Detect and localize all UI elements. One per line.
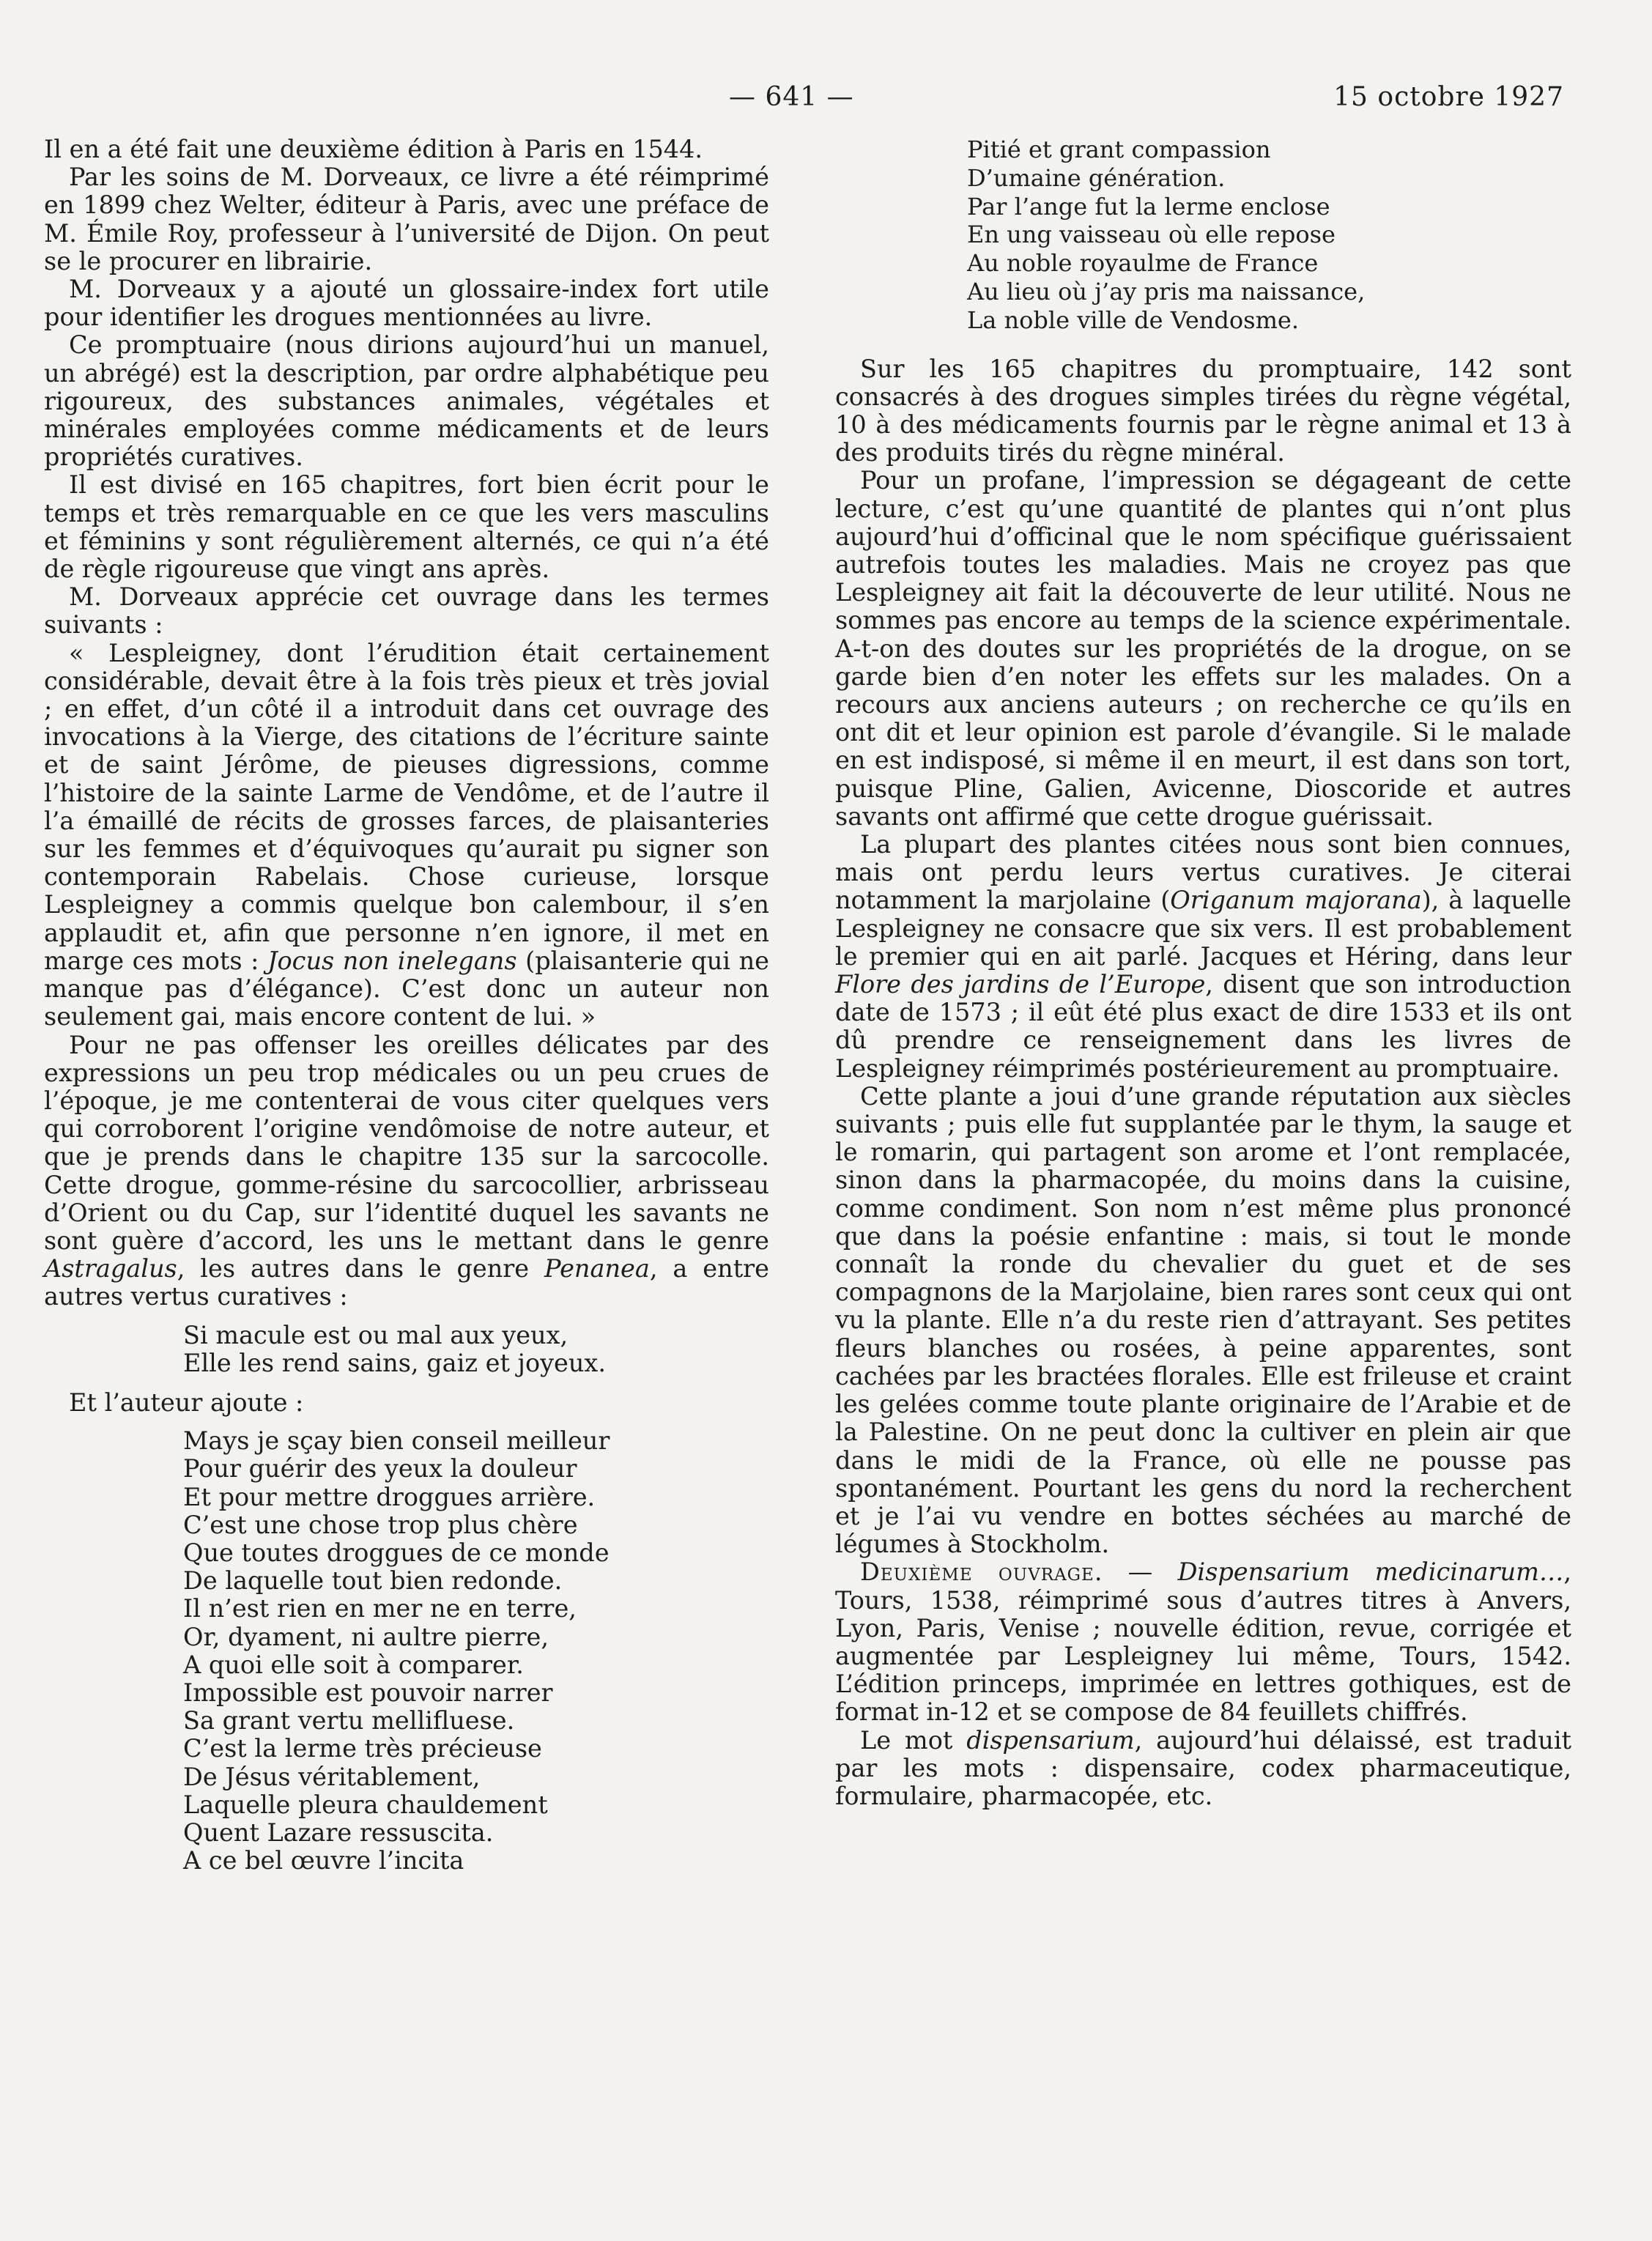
verse-line: De laquelle tout bien redonde. bbox=[183, 1566, 563, 1596]
left-column bbox=[44, 136, 769, 1886]
verse-line: Elle les rend sains, gaiz et joyeux. bbox=[183, 1348, 606, 1377]
genus-name: Astragalus bbox=[44, 1254, 177, 1284]
text-run: , les autres dans le genre bbox=[177, 1254, 530, 1284]
text-run: Le mot bbox=[860, 1725, 953, 1755]
verse-line: Et pour mettre droggues arrière. bbox=[183, 1482, 596, 1511]
paragraph: Cette plante a joui d’une grande réputation aux siècles suivants ; puis elle fut supplantée par le thym, la sauge et le romarin, qui partagent son arome et l’ont remplacée, sinon dans la pharmacopée, du moins dans la cuisine, comme condiment. Son nom n’est même plus prononcé que dans la poésie enfantine : mais, si tout le monde connaît la ronde du chevalier du guet et de ses compagnons de la Marjolaine, bien rares sont ceux qui ont vu la plante. Elle n’a du reste rien d’attrayant. Ses petites fleurs blanches ou rosées, à peine apparentes, sont cachées par les bractées florales. Elle est frileuse et craint les gelées comme toute plante originaire de l’Arabie et de la Palestine. On ne peut donc la cultiver en plein air que dans le midi de la France, où elle ne pousse pas spontanément. Pourtant les gens du nord la recherchent et je l’ai vu vendre en bottes séchées au marché de légumes à Stockholm. bbox=[835, 1081, 1571, 1559]
paragraph: Ce promptuaire (nous dirions aujourd’hui un manuel, un abrégé) est la description, par ordre alphabétique peu rigoureux, des substances animales, végétales et minérales employées comme médicaments et de leurs propriétés curatives. bbox=[44, 330, 769, 472]
verse-line: Que toutes droggues de ce monde bbox=[183, 1538, 610, 1567]
issue-date: 15 octobre 1927 bbox=[1333, 82, 1564, 112]
page-header bbox=[0, 82, 1652, 126]
text-run: (plaisanterie qui ne manque pas d’élégance). C’est donc un auteur non seulement gai, mais encore content de lui. » bbox=[44, 946, 769, 1031]
verse-block bbox=[44, 1427, 769, 1875]
verse-line: La noble ville de Vendosme. bbox=[967, 305, 1300, 334]
section-heading: Deuxième ouvrage. bbox=[860, 1557, 1103, 1587]
paragraph bbox=[835, 1727, 1571, 1811]
paragraph bbox=[44, 1031, 769, 1311]
verse-line: Au lieu où j’ay pris ma naissance, bbox=[967, 277, 1366, 305]
verse-line: De Jésus véritablement, bbox=[183, 1762, 481, 1791]
paragraph: Il est divisé en 165 chapitres, fort bien écrit pour le temps et très remarquable en ce que les vers masculins et féminins y sont régulièrement alternés, ce qui n’a été de règle rigoureuse que vingt ans après. bbox=[44, 470, 769, 584]
paragraph bbox=[835, 831, 1571, 1083]
text-run: , aujourd’hui délaissé, est traduit par les mots : dispensaire, codex pharmaceutique, formulaire, pharmacopée, etc. bbox=[835, 1725, 1571, 1810]
verse-line: A quoi elle soit à comparer. bbox=[183, 1650, 524, 1679]
text-run: La plupart des plantes citées nous sont bien connues, mais ont perdu leurs vertus curatives. Je citerai notamment la marjolaine ( bbox=[835, 830, 1571, 915]
verse-line: Au noble royaulme de France bbox=[967, 249, 1319, 278]
paragraph: Par les soins de M. Dorveaux, ce livre a été réimprimé en 1899 chez Welter, éditeur à Paris, avec une préface de M. Émile Roy, professeur à l’université de Dijon. On peut se le procurer en librairie. bbox=[44, 163, 769, 275]
text-run: , disent que son introduction date de 1573 ; il eût été plus exact de dire 1533 et ils ont dû prendre ce renseignement dans les livres de Lespleigney réimprimés postérieurement au promptuaire. bbox=[835, 970, 1571, 1083]
paragraph: Pour un profane, l’impression se dégageant de cette lecture, c’est qu’une quantité de plantes qui n’ont plus aujourd’hui d’officinal que le nom spécifique guérissaient autrefois toutes les maladies. Mais ne croyez pas que Lespleigney ait fait la découverte de leur utilité. Nous ne sommes pas encore au temps de la science expérimentale. A-t-on des doutes sur les propriétés de la drogue, on se garde bien d’en noter les effets sur les malades. On a recours aux anciens auteurs ; on recherche ce qu’ils en ont dit et leur opinion est parole d’évangile. Si le malade en est indisposé, si même il en meurt, il est dans son tort, puisque Pline, Galien, Avicenne, Dioscoride et autres savants ont affirmé que cette drogue guérissait. bbox=[835, 466, 1571, 831]
verse-line: En ung vaisseau où elle repose bbox=[967, 221, 1336, 249]
verse-line: Par l’ange fut la lerme enclose bbox=[967, 192, 1330, 221]
verse-line: Impossible est pouvoir narrer bbox=[183, 1678, 553, 1707]
verse-block bbox=[835, 136, 1571, 335]
verse-line: A ce bel œuvre l’incita bbox=[183, 1846, 464, 1875]
verse-line: Quent Lazare ressuscita. bbox=[183, 1818, 494, 1847]
verse-line: C’est une chose trop plus chère bbox=[183, 1510, 578, 1539]
paragraph: M. Dorveaux apprécie cet ouvrage dans les termes suivants : bbox=[44, 582, 769, 640]
latin-word: dispensarium bbox=[966, 1725, 1135, 1755]
paragraph: M. Dorveaux y a ajouté un glossaire-index fort utile pour identifier les drogues mentionnées au livre. bbox=[44, 275, 769, 332]
page-number: — 641 — bbox=[729, 82, 854, 112]
text-run: , Tours, 1538, réimprimé sous d’autres titres à Anvers, Lyon, Paris, Venise ; nouvelle édition, revue, corrigée et augmentée par Lespleigney lui même, Tours, 1542. L’édition princeps, imprimée en lettres gothiques, est de format in-12 et se compose de 84 feuillets chiffrés. bbox=[835, 1557, 1571, 1727]
book-title: Flore des jardins de l’Europe bbox=[835, 970, 1206, 999]
text-run: « Lespleigney, dont l’érudition était certainement considérable, devait être à la fois très pieux et très jovial ; en effet, d’un côté il a introduit dans cet ouvrage des invocations à la Vierge, des citations de l’écriture sainte et de saint Jérôme, de pieuses digressions, comme l’histoire de la sainte Larme de Vendôme, et de l’autre il l’a émaillé de récits de grosses farces, de plaisanteries sur les femmes et d’équivoques qu’aurait pu signer son contemporain Rabelais. Chose curieuse, lorsque Lespleigney a commis quelque bon calembour, il s’en applaudit et, afin que personne n’en ignore, il met en marge ces mots : bbox=[44, 638, 769, 975]
paragraph: Il en a été fait une deuxième édition à Paris en 1544. bbox=[44, 135, 703, 163]
verse-line: Pitié et grant compassion bbox=[967, 136, 1271, 163]
paragraph: Et l’auteur ajoute : bbox=[69, 1388, 304, 1417]
verse-line: C’est la lerme très précieuse bbox=[183, 1734, 542, 1763]
verse-block bbox=[44, 1322, 769, 1377]
verse-line: Mays je sçay bien conseil meilleur bbox=[183, 1426, 610, 1456]
book-title: Dispensarium medicinarum… bbox=[1177, 1557, 1564, 1587]
verse-line: Sa grant vertu mellifluese. bbox=[183, 1706, 515, 1736]
verse-line: Si macule est ou mal aux yeux, bbox=[183, 1320, 568, 1349]
verse-line: Il n’est rien en mer ne en terre, bbox=[183, 1594, 577, 1623]
text-run: Pour ne pas offenser les oreilles délicates par des expressions un peu trop médicales ou un peu crues de l’époque, je me contenterai de vous citer quelques vers qui corroborent l’origine vendômoise de notre auteur, et que je prends dans le chapitre 135 sur la sarcocolle. Cette drogue, gomme-résine du sarcocollier, arbrisseau d’Orient ou du Cap, sur l’identité duquel les savants ne sont guère d’accord, les uns le mettant dans le genre bbox=[44, 1030, 769, 1255]
text-run: ), à laquelle Lespleigney ne consacre que six vers. Il est probablement le premier qui en ait parlé. Jacques et Héring, dans leur bbox=[835, 886, 1571, 971]
verse-line: Laquelle pleura chauldement bbox=[183, 1790, 548, 1819]
verse-line: Pour guérir des yeux la douleur bbox=[183, 1454, 577, 1483]
paragraph: Deuxième ouvrage. — Dispensarium medicinarum…, Tours, 1538, réimprimé sous d’autres titres à Anvers, Lyon, Paris, Venise ; nouvelle édition, revue, corrigée et augmentée par Lespleigney lui même, Tours, 1542. L’édition princeps, imprimée en lettres gothiques, est de format in-12 et se compose de 84 feuillets chiffrés. bbox=[835, 1557, 1571, 1727]
latin-phrase: Jocus non inelegans bbox=[267, 946, 517, 975]
genus-name: Penanea bbox=[544, 1254, 650, 1284]
latin-name: Origanum majorana bbox=[1170, 886, 1422, 915]
text-run: , a entre autres vertus curatives : bbox=[44, 1254, 769, 1311]
verse-line: D’umaine génération. bbox=[967, 163, 1226, 192]
paragraph: Sur les 165 chapitres du promptuaire, 142 sont consacrés à des drogues simples tirées du règne végétal, 10 à des médicaments fournis par le règne animal et 13 à des produits tirés du règne minéral. bbox=[835, 354, 1571, 467]
right-column bbox=[835, 136, 1571, 1810]
verse-line: Or, dyament, ni aultre pierre, bbox=[183, 1622, 549, 1651]
quotation-paragraph bbox=[44, 640, 769, 1031]
